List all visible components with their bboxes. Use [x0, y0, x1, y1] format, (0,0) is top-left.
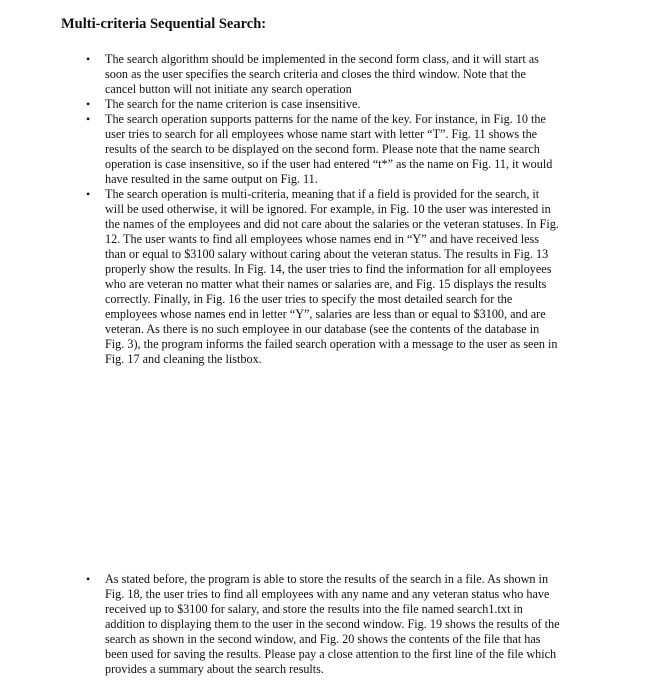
bullet-text: As stated before, the program is able to store the results of the search in a file. As shown in Fig. 18, the user tries to find all employees with any name and any veteran status who have received up to $3100 for salary, and store the results into the file named search1.txt in addition to displaying them to the user in the second window. Fig. 19 shows the results of the search as shown in the second window, and Fig. 20 shows the contents of the file that has been used for saving the results. Please pay a close attention to the first line of the file which provides a summary about the search results. — [105, 572, 560, 676]
bullet-item — [0, 187, 560, 367]
bullet-text: The search operation is multi-criteria, meaning that if a field is provided for the search, it will be used otherwise, it will be ignored. For example, in Fig. 10 the user was interested in the names of the employees and did not care about the salaries or the veteran statuses. In Fig. 12. The user wants to find all employees whose names end in “Y” and have received less than or equal to $3100 salary without caring about the veteran status. The results in Fig. 13 properly show the results. In Fig. 14, the user tries to find the information for all employees who are veteran no matter what their names or salaries are, and Fig. 15 displays the results correctly. Finally, in Fig. 16 the user tries to specify the most detailed search for the employees whose names end in letter “Y”, salaries are less than or equal to $3100, and are veteran. As there is no such employee in our database (see the contents of the database in Fig. 3), the program informs the failed search operation with a message to the user as seen in Fig. 17 and cleaning the listbox. — [105, 187, 559, 366]
bullet-text: The search operation supports patterns for the name of the key. For instance, in Fig. 10 the user tries to search for all employees whose name start with letter “T”. Fig. 11 shows the results of the search to be displayed on the second form. Please note that the name search operation is case insensitive, so if the user had entered “t*” as the name on Fig. 11, it would have resulted in the same output on Fig. 11. — [105, 112, 553, 186]
bullet-item — [0, 97, 560, 112]
bullet-icon: • — [86, 572, 91, 586]
bullet-list-top — [0, 52, 647, 367]
bullet-text: The search algorithm should be implemented in the second form class, and it will start as soon as the user specifies the search criteria and closes the third window. Note that the cancel button will not initiate any search operation — [105, 52, 539, 96]
bullet-list-bottom — [0, 572, 647, 677]
bullet-icon: • — [86, 112, 91, 126]
section-heading: Multi-criteria Sequential Search: — [61, 16, 267, 32]
bullet-item — [0, 572, 560, 677]
bullet-item — [0, 112, 560, 187]
bullet-item — [0, 52, 560, 97]
bullet-icon: • — [86, 52, 91, 66]
bullet-icon: • — [86, 97, 91, 111]
bullet-icon: • — [86, 187, 91, 201]
bullet-text: The search for the name criterion is case insensitive. — [105, 97, 361, 111]
